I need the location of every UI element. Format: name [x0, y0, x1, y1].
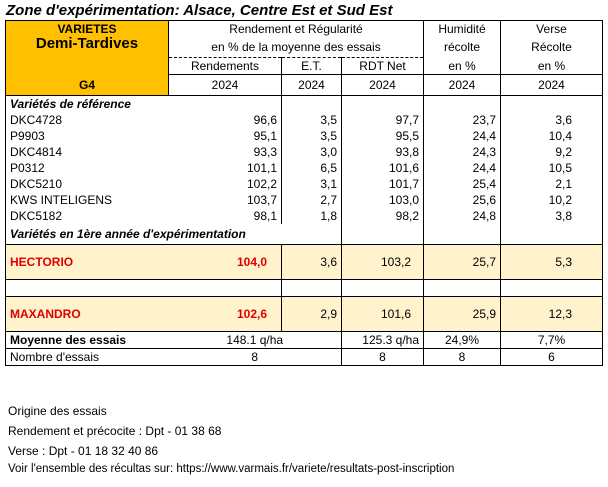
verse-value: 12,3: [501, 296, 603, 331]
table-row: [6, 208, 603, 224]
col-rdtnet: RDT Net: [342, 58, 424, 75]
rdtnet-value: 103,0: [342, 192, 424, 208]
et-value: 1,8: [282, 208, 342, 224]
et-value: 2,7: [282, 192, 342, 208]
verse-value: 10,4: [501, 128, 603, 144]
footer-origine: Origine des essais: [8, 404, 107, 418]
humidite-header-3: en %: [424, 58, 501, 75]
section-reference-row: [6, 95, 603, 112]
rdtnet-value: 95,5: [342, 128, 424, 144]
rendement-subtitle: en % de la moyenne des essais: [211, 40, 381, 54]
g4-label: G4: [6, 75, 169, 96]
et-value: 3,5: [282, 128, 342, 144]
et-value: 3,1: [282, 176, 342, 192]
section-reference-title: Variétés de référence: [6, 95, 282, 112]
rendement-value: 96,6: [253, 112, 277, 127]
rdtnet-value: 98,2: [342, 208, 424, 224]
table-row: [6, 144, 603, 160]
table-row: [6, 192, 603, 208]
humidite-value: 24,3: [424, 144, 501, 160]
footer-verse: Verse : Dpt - 01 18 32 40 86: [8, 444, 159, 458]
verse-value: 10,5: [501, 160, 603, 176]
table-row-highlight: [6, 296, 603, 331]
nombre-humidite: 8: [424, 348, 501, 365]
results-table: [5, 20, 603, 366]
rdtnet-value: 103,2: [342, 244, 424, 279]
group-label: Demi-Tardives: [6, 37, 169, 75]
table-row: [6, 160, 603, 176]
col-rendements: Rendements: [169, 58, 282, 75]
variety-name: DKC5210: [6, 176, 169, 192]
rendement-value: 103,7: [246, 192, 277, 207]
rendement-value: 104,0: [169, 244, 282, 279]
et-value: 3,5: [282, 112, 342, 128]
nombre-verse: 6: [501, 348, 603, 365]
variety-name: P0312: [6, 160, 169, 176]
et-value: 2,9: [282, 296, 342, 331]
table-row: [6, 112, 603, 128]
verse-value: 9,2: [501, 144, 603, 160]
nombre-label: Nombre d'essais: [6, 348, 169, 365]
table-row: [6, 176, 603, 192]
variety-name: MAXANDRO: [6, 296, 169, 331]
rdtnet-value: 101,6: [342, 160, 424, 176]
humidite-value: 25,4: [424, 176, 501, 192]
humidite-value: 24,4: [424, 160, 501, 176]
moyenne-rendement: 148.1 q/ha: [169, 331, 342, 348]
humidite-value: 24,4: [424, 128, 501, 144]
verse-value: 2,1: [501, 176, 603, 192]
variety-name: DKC4728: [6, 112, 169, 128]
year-humidite: 2024: [424, 75, 501, 96]
humidite-value: 25,6: [424, 192, 501, 208]
table-row-highlight: [6, 244, 603, 279]
humidite-value: 25,9: [424, 296, 501, 331]
verse-value: 3,8: [501, 208, 603, 224]
humidite-header-2: récolte: [424, 37, 501, 58]
moyenne-row: [6, 331, 603, 348]
header-row-year: [6, 75, 603, 96]
moyenne-rdtnet: 125.3 q/ha: [342, 331, 424, 348]
rendement-title: Rendement et Régularité: [169, 21, 424, 38]
variety-name: P9903: [6, 128, 169, 144]
rendement-value: 102,2: [246, 176, 277, 191]
year-rendements: 2024: [169, 75, 282, 96]
verse-header-2: Récolte: [501, 37, 603, 58]
et-value: 6,5: [282, 160, 342, 176]
et-value: 3,6: [282, 244, 342, 279]
humidite-value: 24,8: [424, 208, 501, 224]
col-et: E.T.: [282, 58, 342, 75]
rdtnet-value: 101,7: [342, 176, 424, 192]
moyenne-verse: 7,7%: [501, 331, 603, 348]
varietes-header: VARIETES: [6, 21, 169, 38]
header-row-1: [6, 21, 603, 38]
et-value: 3,0: [282, 144, 342, 160]
footer-rendement: Rendement et précocite : Dpt - 01 38 68: [8, 424, 222, 438]
nombre-rdtnet: 8: [342, 348, 424, 365]
variety-name: DKC5182: [6, 208, 169, 224]
rendement-value: 95,1: [253, 128, 277, 143]
verse-value: 5,3: [501, 244, 603, 279]
humidite-value: 23,7: [424, 112, 501, 128]
moyenne-humidite: 24,9%: [424, 331, 501, 348]
footer-link[interactable]: Voir l'ensemble des récultas sur: https://www.varmais.fr/variete/resultats-post-inscription: [8, 463, 455, 475]
verse-header-1: Verse: [501, 21, 603, 38]
verse-value: 3,6: [501, 112, 603, 128]
rdtnet-value: 101,6: [342, 296, 424, 331]
verse-header-3: en %: [501, 58, 603, 75]
rdtnet-value: 93,8: [342, 144, 424, 160]
rendement-value: 93,3: [253, 144, 277, 159]
section-new-title: Variétés en 1ère année d'expérimentation: [6, 224, 342, 245]
verse-value: 10,2: [501, 192, 603, 208]
rdtnet-value: 97,7: [342, 112, 424, 128]
section-new-row: [6, 224, 603, 245]
table-row: [6, 128, 603, 144]
header-row-2: [6, 37, 603, 58]
moyenne-label: Moyenne des essais: [6, 331, 169, 348]
variety-name: DKC4814: [6, 144, 169, 160]
variety-name: KWS INTELIGENS: [6, 192, 169, 208]
humidite-value: 25,7: [424, 244, 501, 279]
rendement-value: 101,1: [246, 160, 277, 175]
year-et: 2024: [282, 75, 342, 96]
year-rdtnet: 2024: [342, 75, 424, 96]
nombre-rendement: 8: [169, 348, 342, 365]
year-verse: 2024: [501, 75, 603, 96]
rendement-value: 102,6: [169, 296, 282, 331]
nombre-row: [6, 348, 603, 365]
page-title: Zone d'expérimentation: Alsace, Centre Est et Sud Est: [6, 2, 393, 19]
humidite-header-1: Humidité: [424, 21, 501, 38]
variety-name: HECTORIO: [6, 244, 169, 279]
rendement-value: 98,1: [253, 208, 277, 223]
